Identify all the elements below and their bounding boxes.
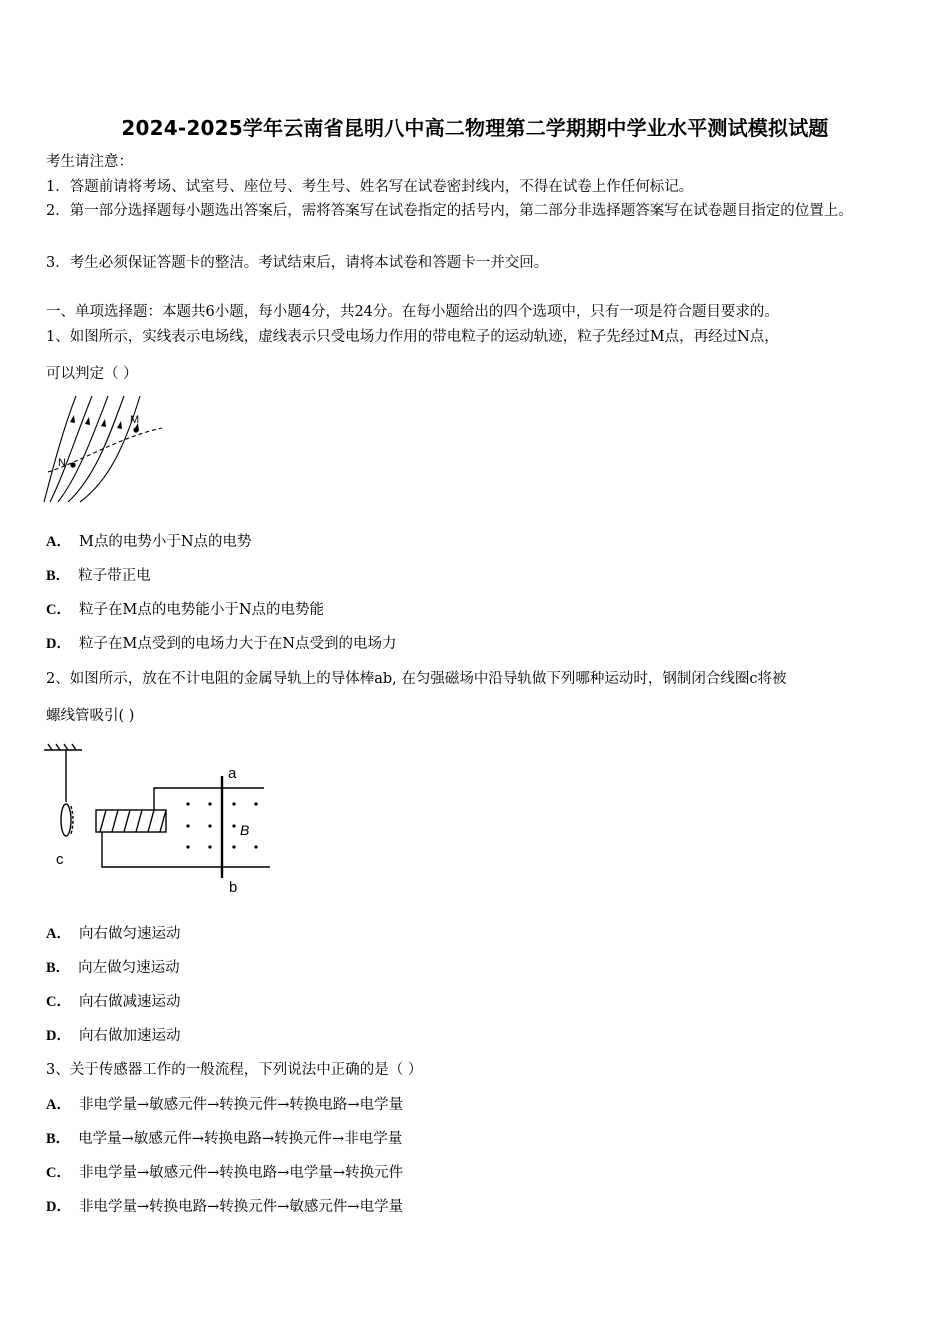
option-text: 向右做加速运动	[78, 1028, 181, 1044]
q3-option-b	[46, 1129, 402, 1149]
q2-stem-line2: 螺线管吸引( )	[46, 708, 135, 724]
q3-option-d	[46, 1197, 403, 1217]
option-text: 向右做减速运动	[78, 994, 181, 1010]
q3-option-a	[46, 1095, 403, 1115]
q1-fig-label-m: M	[130, 414, 140, 426]
option-text: 非电学量→敏感元件→转换元件→转换电路→电学量	[78, 1097, 404, 1113]
section-heading: 一、单项选择题：本题共6小题，每小题4分，共24分。在每小题给出的四个选项中，只有一项是符合题目要求的。	[46, 304, 779, 320]
q2-fig-label-a: a	[228, 765, 237, 782]
option-key: B．	[46, 960, 71, 976]
q1-fig-label-n: N	[58, 457, 66, 469]
page-title: 2024-2025学年云南省昆明八中高二物理第二学期期中学业水平测试模拟试题	[121, 116, 829, 140]
q1-option-c	[46, 600, 324, 620]
q1-option-a	[46, 532, 252, 552]
option-text: 非电学量→敏感元件→转换电路→电学量→转换元件	[78, 1165, 404, 1181]
option-key: D．	[46, 1028, 71, 1044]
q2-stem-line1: 2、如图所示，放在不计电阻的金属导轨上的导体棒ab, 在匀强磁场中沿导轨做下列哪种运动时，钢制闭合线圈c将被	[46, 671, 787, 687]
option-key: A．	[46, 534, 71, 550]
notice-heading: 考生请注意：	[46, 154, 133, 170]
option-key: C．	[46, 994, 71, 1010]
option-text: 电学量→敏感元件→转换电路→转换元件→非电学量	[78, 1131, 403, 1147]
option-text: 粒子在M点的电势能小于N点的电势能	[78, 602, 325, 618]
q2-fig-label-c: c	[56, 851, 64, 868]
q1-stem-line2: 可以判定（ ）	[46, 366, 138, 382]
option-key: C．	[46, 602, 71, 618]
q1-stem-line1: 1、如图所示，实线表示电场线，虚线表示只受电场力作用的带电粒子的运动轨迹，粒子先经过M点，再经过N点，	[46, 329, 779, 345]
option-key: B．	[46, 568, 71, 584]
option-key: A．	[46, 926, 71, 942]
notice-item-1: 1．答题前请将考场、试室号、座位号、考生号、姓名写在试卷密封线内，不得在试卷上作任何标记。	[46, 179, 694, 195]
q1-option-b	[46, 566, 151, 586]
notice-item-2: 2．第一部分选择题每小题选出答案后，需将答案写在试卷指定的括号内，第二部分非选择题答案写在试卷题目指定的位置上。	[46, 203, 853, 219]
q3-stem: 3、关于传感器工作的一般流程，下列说法中正确的是（ ）	[46, 1062, 423, 1078]
q2-circuit-figure	[42, 740, 282, 900]
q2-option-d	[46, 1026, 180, 1046]
option-key: C．	[46, 1165, 71, 1181]
option-text: 向左做匀速运动	[78, 960, 180, 976]
option-key: D．	[46, 1199, 71, 1215]
option-text: M点的电势小于N点的电势	[78, 534, 252, 550]
option-key: D．	[46, 636, 71, 652]
q2-fig-label-b-field: B	[240, 822, 250, 838]
q2-option-a	[46, 924, 180, 944]
option-text: 粒子在M点受到的电场力大于在N点受到的电场力	[78, 636, 397, 652]
option-key: A．	[46, 1097, 71, 1113]
q1-option-d	[46, 634, 397, 654]
option-text: 非电学量→转换电路→转换元件→敏感元件→电学量	[78, 1199, 404, 1215]
option-text: 粒子带正电	[78, 568, 151, 584]
q3-option-c	[46, 1163, 403, 1183]
q2-option-b	[46, 958, 180, 978]
q2-fig-label-b: b	[229, 879, 238, 896]
option-key: B．	[46, 1131, 71, 1147]
option-text: 向右做匀速运动	[78, 926, 181, 942]
notice-item-3: 3．考生必须保证答题卡的整洁。考试结束后，请将本试卷和答题卡一并交回。	[46, 255, 549, 271]
q2-option-c	[46, 992, 180, 1012]
q1-electric-field-figure	[40, 392, 170, 507]
